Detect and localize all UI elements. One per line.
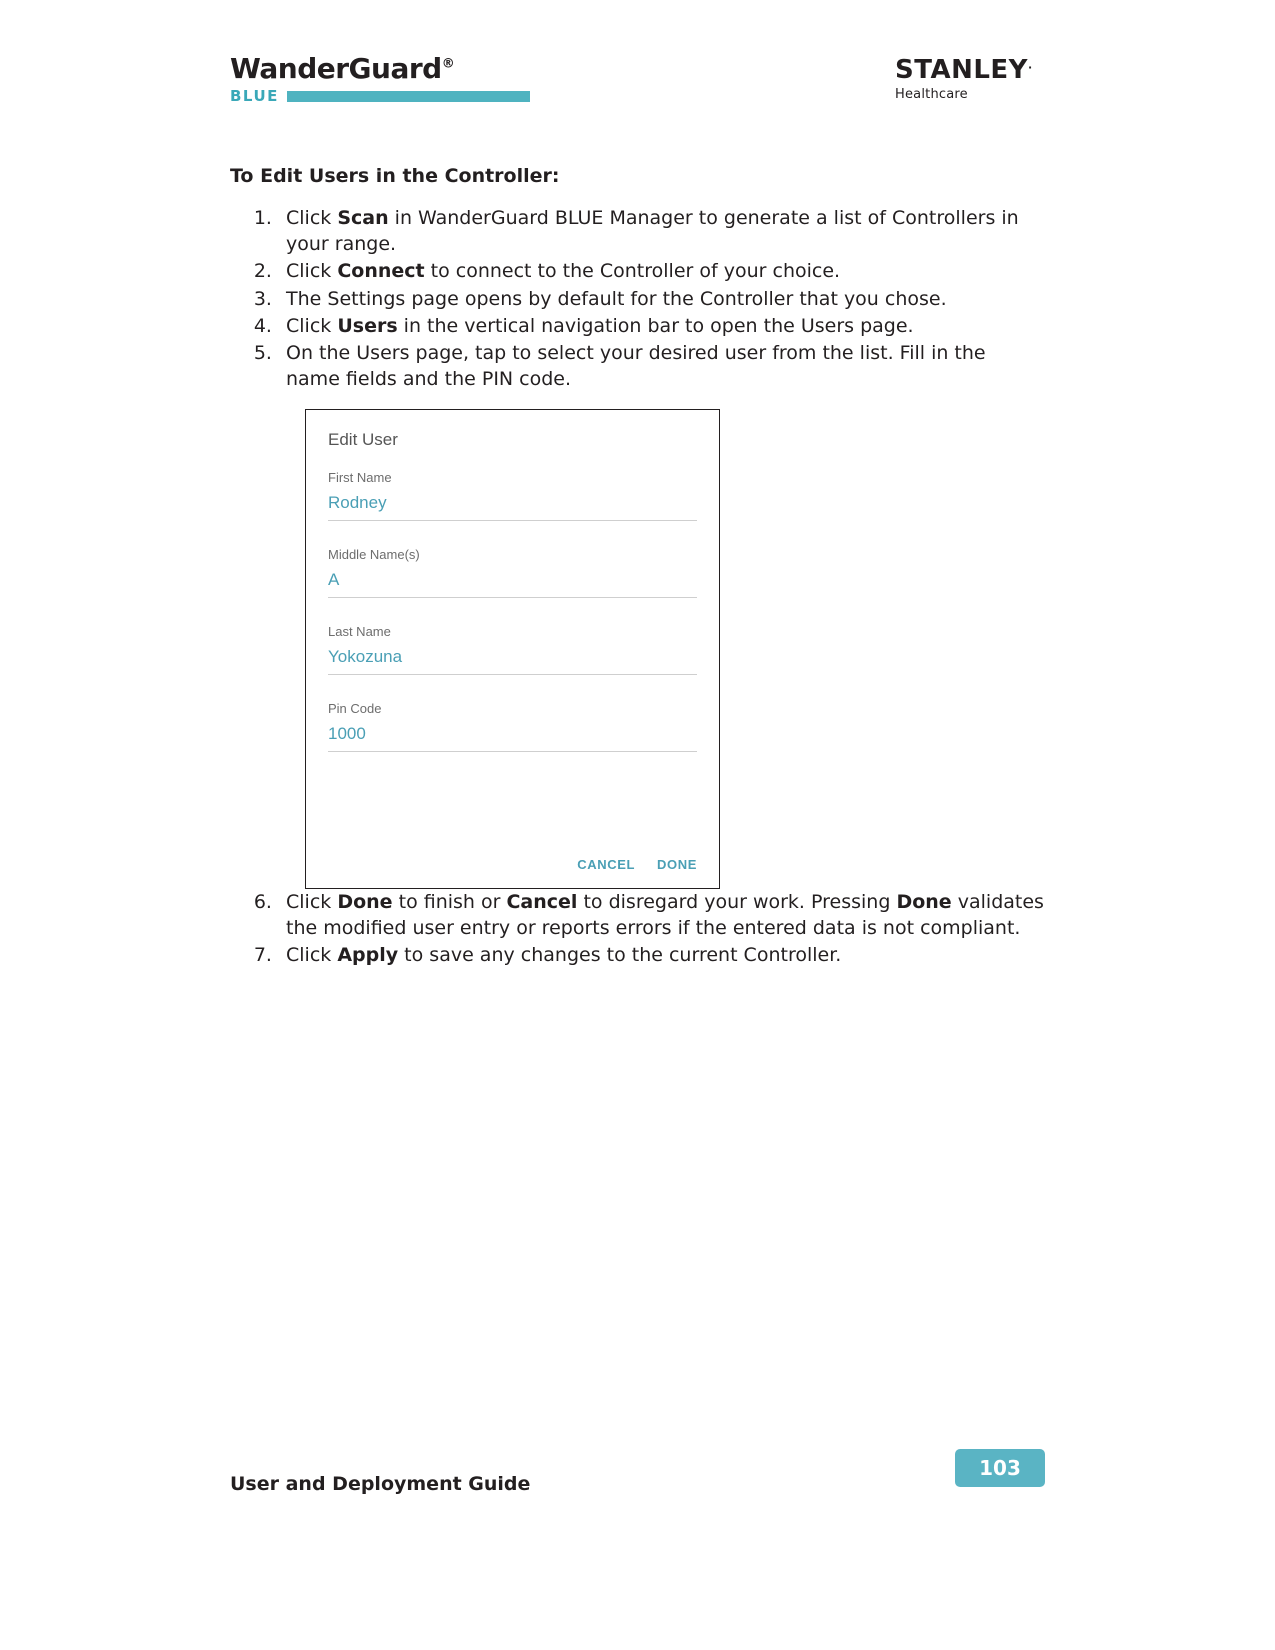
dialog-actions [577, 857, 697, 872]
stanley-logo [895, 57, 1045, 102]
page-title: To Edit Users in the Controller: [230, 165, 560, 187]
field-first-name [328, 470, 697, 521]
step-item: 4. Click Users in the vertical navigation bar to open the Users page. [278, 313, 1045, 339]
wanderguard-name: WanderGuard [230, 52, 442, 85]
wanderguard-wordmark [230, 52, 530, 85]
step-item: 2. Click Connect to connect to the Controller of your choice. [278, 258, 1045, 284]
middle-name-label: Middle Name(s) [328, 546, 420, 562]
footer-guide-title: User and Deployment Guide [230, 1473, 531, 1495]
page-footer [230, 1449, 1045, 1495]
document-body [230, 165, 1045, 969]
page-header [230, 52, 1045, 115]
edit-user-dialog [305, 409, 720, 889]
field-last-name [328, 624, 697, 675]
wanderguard-blue-row [230, 87, 530, 105]
step-item: 6. Click Done to finish or Cancel to disregard your work. Pressing Done validates the modified user entry or reports errors if the entered data is not compliant. [278, 889, 1045, 941]
field-pin-code [328, 701, 697, 752]
last-name-label: Last Name [328, 623, 391, 639]
step-item: 5. On the Users page, tap to select your desired user from the list. Fill in the name fields and the PIN code. [278, 340, 1045, 392]
wanderguard-logo [230, 52, 530, 105]
stanley-mark-icon: . [1027, 58, 1033, 72]
pin-code-input[interactable]: 1000 [328, 724, 697, 752]
edit-user-dialog-figure [305, 409, 720, 889]
pin-code-label: Pin Code [328, 700, 382, 716]
dialog-title: Edit User [328, 429, 398, 449]
step-item: 3. The Settings page opens by default for the Controller that you chose. [278, 286, 1045, 312]
stanley-healthcare-label: Healthcare [895, 87, 968, 102]
first-name-label: First Name [328, 469, 392, 485]
done-button[interactable]: DONE [657, 856, 697, 872]
field-middle-name [328, 547, 697, 598]
page-number-badge: 103 [955, 1449, 1045, 1487]
stanley-wordmark [895, 57, 1045, 83]
steps-list-part1 [230, 205, 1045, 393]
step-item: 1. Click Scan in WanderGuard BLUE Manager to generate a list of Controllers in your range. [278, 205, 1045, 257]
first-name-input[interactable]: Rodney [328, 493, 697, 521]
brand-accent-bar [287, 91, 530, 102]
steps-list-part2 [230, 889, 1045, 969]
registered-mark-icon: ® [441, 56, 455, 72]
middle-name-input[interactable]: A [328, 570, 697, 598]
wanderguard-blue-label: BLUE [230, 87, 279, 105]
step-item: 7. Click Apply to save any changes to the current Controller. [278, 942, 1045, 968]
stanley-name: STANLEY [895, 55, 1028, 85]
last-name-input[interactable]: Yokozuna [328, 647, 697, 675]
cancel-button[interactable]: CANCEL [577, 856, 636, 872]
